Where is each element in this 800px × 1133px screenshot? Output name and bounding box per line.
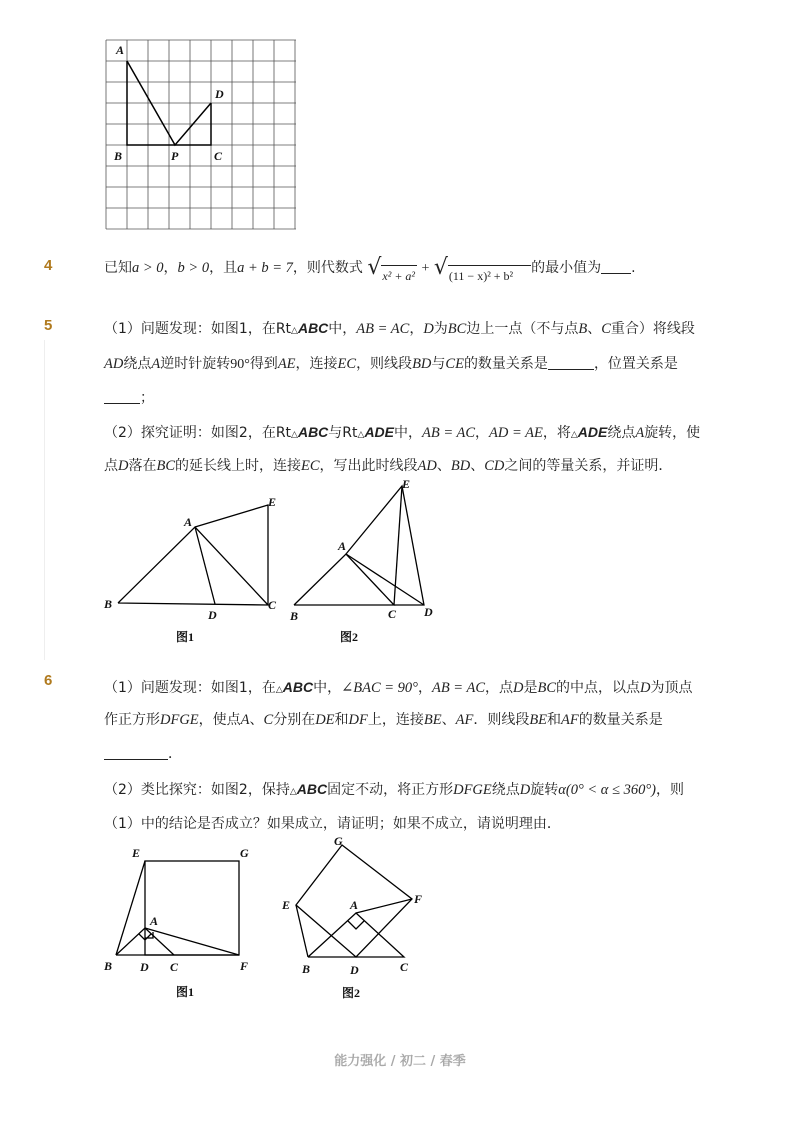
text-fragment: D (423, 321, 434, 337)
text-fragment: AB = AC (431, 680, 485, 696)
text-fragment: D (208, 608, 217, 622)
text-fragment: ，则 (655, 782, 684, 798)
question-number-5: 5 (44, 317, 53, 334)
text-fragment: ，使点 (198, 712, 241, 728)
text-fragment: 绕点 (607, 425, 636, 441)
q5-line-5 (104, 456, 672, 476)
text-fragment: 得到 (249, 356, 278, 372)
q4-math: a + b = 7 (237, 260, 293, 276)
text-fragment: D (140, 960, 149, 974)
text-fragment: ∠BAC = 90° (341, 680, 418, 696)
text-fragment: AD = AE (489, 425, 543, 441)
text-fragment: 是 (523, 680, 538, 696)
q5-line-4 (104, 422, 700, 445)
q4-math: a > 0 (132, 260, 164, 276)
figure-caption: 图2 (340, 630, 359, 644)
q4-text: ， (163, 260, 178, 276)
text-fragment: B (578, 321, 588, 337)
text-fragment: 绕点 (491, 782, 520, 798)
point-label-b: B (114, 149, 123, 163)
q6-line-5 (104, 814, 561, 834)
text-fragment: F (240, 959, 249, 973)
q4-math: b > 0 (177, 260, 210, 276)
text-fragment: ． (168, 746, 182, 762)
grid-figure (100, 36, 300, 232)
text-fragment: DF (348, 712, 368, 728)
text-fragment: x² + a² (381, 265, 417, 286)
text-fragment: C (400, 960, 409, 974)
text-fragment: D (118, 458, 129, 474)
text-fragment: △ (275, 685, 283, 695)
text-fragment: (11 − x)² + b² (448, 265, 531, 286)
text-fragment: ，连接 (295, 356, 338, 372)
text-fragment: C (263, 712, 274, 728)
q6-figure-2 (278, 833, 438, 1003)
text-fragment: C (268, 598, 277, 612)
text-fragment: BC (447, 321, 467, 337)
text-fragment: 点 (104, 458, 118, 474)
text-fragment: △ (291, 326, 298, 336)
text-fragment: ； (140, 390, 154, 406)
text-fragment: B (104, 959, 113, 973)
text-fragment: 固定不动，将正方形 (327, 782, 454, 798)
text-fragment: 落在 (128, 458, 157, 474)
text-fragment: ，位置关系是 (593, 356, 678, 372)
text-fragment: AF (561, 712, 579, 728)
text-fragment: （1）问题发现：如图1，在 (104, 680, 276, 696)
text-fragment: （2）类比探究：如图2，保持 (104, 782, 290, 798)
text-fragment: ABC (297, 424, 329, 440)
text-fragment: AB = AC (422, 425, 476, 441)
text-fragment: 中， (328, 321, 357, 337)
text-fragment: ， (417, 680, 432, 696)
text-fragment: ABC (282, 679, 314, 695)
text-fragment: F (414, 892, 423, 906)
answer-blank[interactable] (104, 745, 168, 760)
figure-caption: 图1 (176, 985, 195, 999)
text-fragment: △ (291, 430, 298, 440)
text-fragment: 和 (334, 712, 349, 728)
text-fragment: E (282, 898, 291, 912)
text-fragment: 、 (587, 321, 602, 337)
q5-figure-1 (100, 495, 290, 650)
text-fragment: A (338, 539, 347, 553)
text-fragment: 和 (547, 712, 562, 728)
text-fragment: AD (104, 356, 124, 372)
q4-text: ，则代数式 (292, 260, 363, 276)
text-fragment: A (240, 712, 250, 728)
text-fragment: 旋转 (530, 782, 559, 798)
q4-text: 已知 (104, 260, 132, 276)
sqrt-expression-2: √(11 − x)² + b² (434, 260, 531, 282)
q6-line-2 (104, 710, 663, 730)
text-fragment: 、 (441, 712, 456, 728)
text-fragment: EC (301, 458, 320, 474)
text-fragment: D (350, 963, 359, 977)
text-fragment: C (170, 960, 179, 974)
sqrt-expression-1: √x² + a² (367, 260, 417, 282)
text-fragment: 的中点，以点 (556, 680, 640, 696)
text-fragment: ，将 (542, 425, 571, 441)
q6-figure-1 (100, 843, 270, 1003)
text-fragment: CD (484, 458, 505, 474)
point-label-d: D (215, 87, 224, 101)
text-fragment: E (132, 846, 141, 860)
text-fragment: 边上一点（不与点 (466, 321, 579, 337)
text-fragment: 、 (436, 458, 451, 474)
answer-blank-position[interactable] (104, 389, 140, 404)
text-fragment: DE (315, 712, 335, 728)
text-fragment: A (184, 515, 193, 529)
q6-line-3 (104, 744, 182, 764)
text-fragment: B (104, 597, 113, 611)
text-fragment: 之间的等量关系，并证明． (504, 458, 673, 474)
text-fragment: BE (423, 712, 442, 728)
q6-line-4 (104, 779, 684, 802)
question-number-6: 6 (44, 672, 53, 689)
q4-text: . (631, 260, 636, 276)
q4-text: 的最小值为 (531, 260, 602, 276)
text-fragment: 90° (230, 357, 250, 372)
text-fragment: AE (277, 356, 296, 372)
q4-text: ，且 (209, 260, 238, 276)
text-fragment: E (402, 478, 411, 491)
text-fragment: A (635, 425, 645, 441)
text-fragment: D (640, 680, 651, 696)
text-fragment: C (388, 607, 397, 621)
text-fragment: ， (475, 425, 490, 441)
text-fragment: 上，连接 (367, 712, 424, 728)
figure-caption: 图1 (176, 630, 195, 644)
text-fragment: ．则线段 (473, 712, 530, 728)
text-fragment: B (290, 609, 299, 623)
text-fragment: EC (337, 356, 357, 372)
text-fragment: ，点 (484, 680, 513, 696)
text-fragment: DFGE (453, 782, 492, 798)
q5-line-2 (104, 354, 678, 375)
text-fragment: 的数量关系是 (578, 712, 663, 728)
text-fragment: 绕点 (123, 356, 152, 372)
text-fragment: 与Rt (328, 425, 358, 441)
answer-blank-quantity[interactable] (548, 355, 594, 370)
text-fragment: B (302, 962, 311, 976)
text-fragment: 逆时针旋转 (160, 356, 231, 372)
text-fragment: AB = AC (356, 321, 410, 337)
text-fragment: BC (537, 680, 556, 696)
text-fragment: （2）探究证明：如图2，在Rt (104, 425, 292, 441)
plus-sign: + (421, 261, 430, 276)
text-fragment: A (350, 898, 359, 912)
text-fragment: ADE (364, 424, 394, 440)
text-fragment: D (424, 605, 433, 619)
text-fragment: 中， (394, 425, 422, 441)
text-fragment: 为 (433, 321, 448, 337)
text-fragment: 、 (249, 712, 264, 728)
text-fragment: 与 (431, 356, 446, 372)
q5-line-1 (104, 318, 695, 341)
text-fragment: CE (445, 356, 464, 372)
text-fragment: ，写出此时线段 (319, 458, 418, 474)
text-fragment: C (601, 321, 611, 337)
page-footer: 能力强化 / 初二 / 春季 (334, 1054, 466, 1069)
text-fragment: A (151, 356, 161, 372)
q6-line-1 (104, 677, 692, 700)
question-divider (44, 340, 45, 660)
text-fragment: α(0° < α ≤ 360°) (558, 782, 656, 798)
point-label-c: C (214, 149, 223, 163)
text-fragment: E (268, 495, 277, 509)
text-fragment: ，则线段 (356, 356, 413, 372)
text-fragment: D (519, 782, 531, 798)
text-fragment: BD (450, 458, 471, 474)
text-fragment: ， (409, 321, 424, 337)
text-fragment: G (240, 846, 249, 860)
text-fragment: 重合）将线段 (610, 321, 695, 337)
text-fragment: （1）问题发现：如图1，在Rt (104, 321, 292, 337)
text-fragment: 为顶点 (650, 680, 693, 696)
text-fragment: 中， (313, 680, 342, 696)
text-fragment: BC (156, 458, 176, 474)
text-fragment: D (512, 680, 524, 696)
text-fragment: ABC (296, 781, 328, 797)
question-number-4: 4 (44, 257, 53, 274)
text-fragment: ADE (577, 424, 608, 440)
text-fragment: △ (289, 787, 297, 797)
answer-blank[interactable] (601, 259, 631, 274)
text-fragment: G (334, 834, 343, 848)
text-fragment: BD (412, 356, 432, 372)
q4-line (104, 255, 636, 283)
q5-line-3 (104, 388, 154, 408)
text-fragment: 的数量关系是 (463, 356, 548, 372)
text-fragment: 旋转，使 (644, 425, 701, 441)
text-fragment: ABC (297, 320, 329, 336)
text-fragment: AD (417, 458, 437, 474)
q5-figure-2 (284, 478, 444, 648)
text-fragment: （1）中的结论是否成立？如果成立，请证明；如果不成立，请说明理由． (104, 816, 561, 832)
figure-caption: 图2 (342, 986, 361, 1000)
text-fragment: 分别在 (273, 712, 316, 728)
text-fragment: 、 (470, 458, 485, 474)
text-fragment: DFGE (160, 712, 199, 728)
point-label-p: P (171, 149, 179, 163)
text-fragment: △ (357, 430, 365, 440)
text-fragment: 作正方形 (104, 712, 160, 728)
text-fragment: BE (529, 712, 548, 728)
point-label-a: A (116, 43, 125, 57)
text-fragment: 的延长线上时，连接 (175, 458, 302, 474)
text-fragment: A (150, 914, 159, 928)
text-fragment: △ (570, 430, 578, 440)
text-fragment: AF (455, 712, 474, 728)
